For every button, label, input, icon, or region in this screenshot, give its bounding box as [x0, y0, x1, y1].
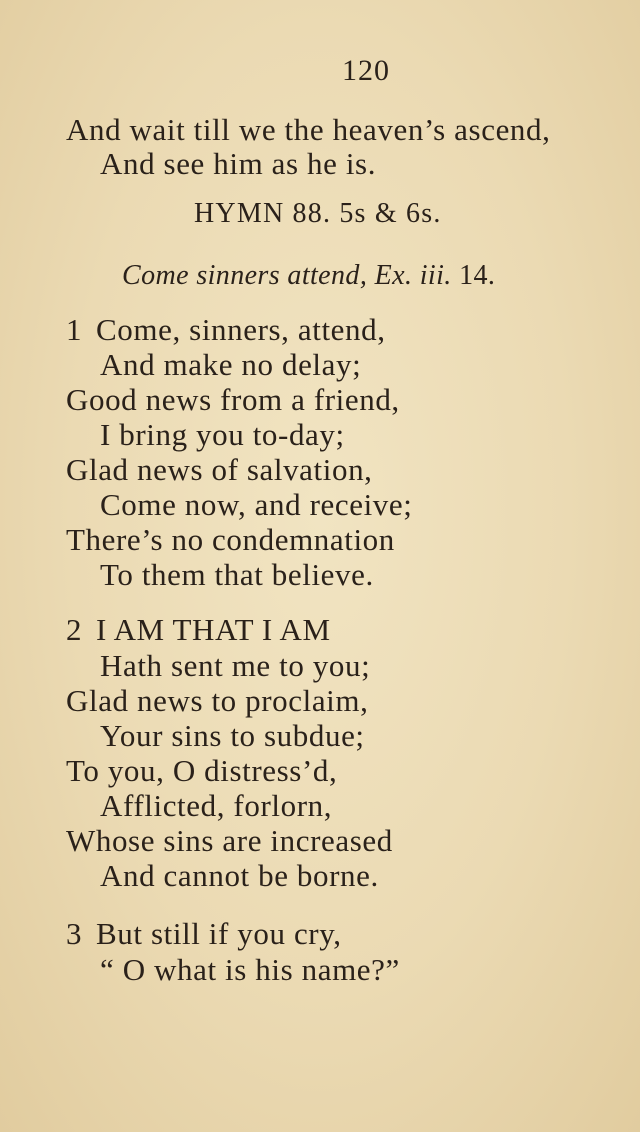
hymn-subtitle: Come sinners attend, Ex. iii. 14. [122, 260, 496, 291]
stanza-number: 3 [66, 916, 83, 951]
stanza-1-line-5: Glad news of salvation, [66, 452, 373, 487]
stanza-2-line-1: 2 I AM THAT I AM [66, 612, 331, 647]
stanza-1-line-8: To them that believe. [100, 557, 374, 592]
stanza-3-line-1: 3 But still if you cry, [66, 916, 342, 951]
stanza-2-line-8: And cannot be borne. [100, 858, 379, 893]
hymn-first-line: Come sinners attend [122, 260, 360, 291]
stanza-2-line-5: To you, O distress’d, [66, 753, 338, 788]
stanza-2-line-6: Afflicted, forlorn, [100, 788, 333, 823]
stanza-1-line-3: Good news from a friend, [66, 382, 400, 417]
continuation-line-2: And see him as he is. [100, 146, 377, 181]
stanza-2-line-3: Glad news to proclaim, [66, 683, 369, 718]
stanza-1-line-2: And make no delay; [100, 347, 362, 382]
hymn-title: HYMN 88. 5s & 6s. [194, 198, 442, 229]
stanza-1-line-6: Come now, and receive; [100, 487, 413, 522]
page-number: 120 [342, 54, 390, 87]
stanza-2-line-4: Your sins to subdue; [100, 718, 365, 753]
continuation-line-1: And wait till we the heaven’s ascend, [66, 112, 551, 147]
stanza-1-line-1: 1 Come, sinners, attend, [66, 312, 386, 347]
stanza-3-line-2: “ O what is his name?” [100, 952, 400, 987]
scripture-verse: 14. [459, 260, 496, 291]
stanza-number: 1 [66, 312, 83, 347]
stanza-number: 2 [66, 612, 83, 647]
stanza-2-line-7: Whose sins are increased [66, 823, 393, 858]
stanza-1-line-4: I bring you to-day; [100, 417, 345, 452]
stanza-2-line-2: Hath sent me to you; [100, 648, 371, 683]
scripture-reference: Ex. iii. [374, 260, 452, 291]
stanza-1-line-7: There’s no condemnation [66, 522, 395, 557]
